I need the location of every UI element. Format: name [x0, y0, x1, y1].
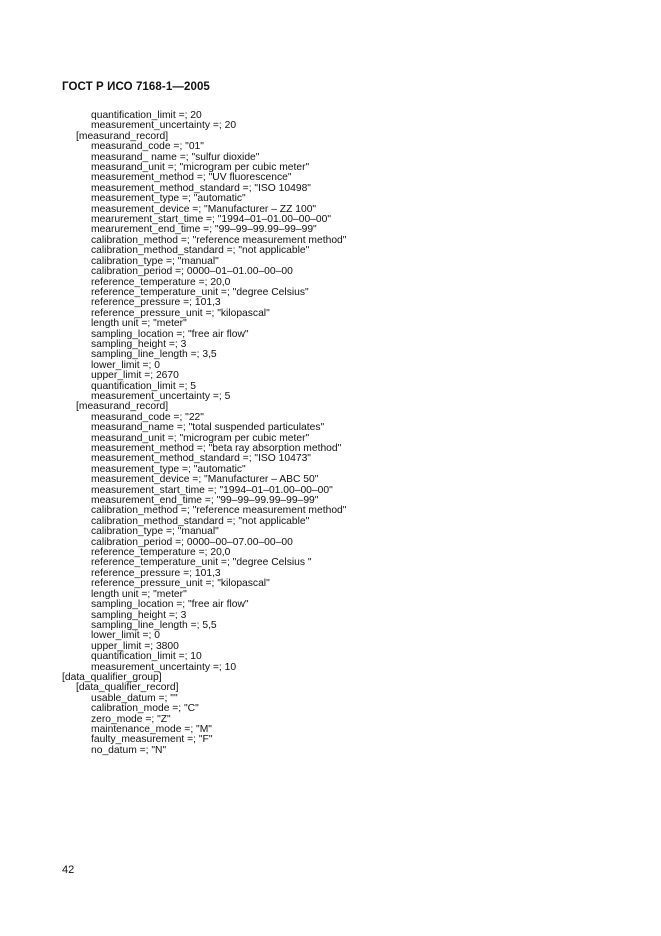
field-line: measurement_uncertainty =; 20 [91, 120, 237, 132]
field-line: reference_temperature =; 20,0 [91, 276, 231, 288]
field-line: reference_pressure_unit =; "kilopascal" [91, 578, 270, 590]
field-line: calibration_method =; "reference measurement method" [91, 505, 347, 517]
field-line: lower_limit =; 0 [91, 630, 160, 642]
field-line: measurand_code =; "01" [91, 141, 204, 153]
field-line: sampling_line_length =; 3,5 [91, 349, 217, 361]
field-line: measurement_method_standard =; "ISO 10473" [91, 453, 311, 465]
field-line: quantification_limit =; 20 [91, 110, 202, 121]
field-line: faulty_measurement =; "F" [91, 734, 213, 746]
field-line: length unit =; "meter" [91, 318, 187, 330]
field-line: measurement_type =; "automatic" [91, 463, 246, 475]
field-line: measurand_name =; "total suspended particulates" [91, 422, 325, 434]
field-line: calibration_method_standard =; "not applicable" [91, 245, 310, 257]
field-line: sampling_height =; 3 [91, 609, 187, 621]
page-number: 42 [62, 864, 75, 876]
field-line: measurement_uncertainty =; 5 [91, 390, 231, 402]
field-line: measurand_ name =; "sulfur dioxide" [91, 151, 260, 163]
field-line: reference_pressure =; 101,3 [91, 567, 221, 579]
field-line: measurement_method_standard =; "ISO 10498" [91, 182, 311, 194]
field-line: measurand_code =; "22" [91, 411, 204, 423]
field-line: calibration_period =; 0000–01–01.00–00–00 [91, 266, 293, 278]
field-line: calibration_mode =; "C" [91, 703, 199, 715]
section-header-line: [data_qualifier_group] [62, 671, 162, 683]
field-line: measurement_device =; "Manufacturer – ABC 50" [91, 474, 319, 486]
field-line: no_datum =; "N" [91, 744, 167, 756]
field-line: mearurement_end_time =; "99–99–99.99–99–99" [91, 224, 317, 236]
field-line: sampling_location =; "free air flow" [91, 328, 249, 340]
field-line: quantification_limit =; 5 [91, 380, 197, 392]
field-line: sampling_height =; 3 [91, 338, 187, 350]
field-line: lower_limit =; 0 [91, 359, 160, 371]
field-line: calibration_type =; "manual" [91, 255, 219, 267]
field-line: calibration_period =; 0000–00–07.00–00–00 [91, 536, 293, 548]
field-line: measurement_end_time =; "99–99–99.99–99–99" [91, 495, 319, 507]
field-line: mearurement_start_time =; "1994–01–01.00–00–00" [91, 214, 332, 226]
field-line: measurement_device =; "Manufacturer – ZZ 100" [91, 203, 317, 215]
field-line: length unit =; "meter" [91, 588, 187, 600]
field-line: reference_temperature_unit =; "degree Celsius" [91, 286, 309, 298]
field-line: reference_pressure_unit =; "kilopascal" [91, 307, 270, 319]
field-line: reference_temperature_unit =; "degree Celsius " [91, 557, 312, 569]
field-line: calibration_method =; "reference measurement method" [91, 234, 347, 246]
section-header-line: [measurand_record] [76, 401, 169, 413]
field-line: measurement_uncertainty =; 10 [91, 661, 237, 673]
standard-header: ГОСТ Р ИСО 7168-1—2005 [62, 81, 210, 93]
field-line: calibration_method_standard =; "not applicable" [91, 515, 310, 527]
field-line: upper_limit =; 3800 [91, 640, 179, 652]
field-line: reference_pressure =; 101,3 [91, 297, 221, 309]
section-header-line: [measurand_record] [76, 130, 169, 142]
field-line: sampling_line_length =; 5,5 [91, 619, 217, 631]
field-line: measurement_type =; "automatic" [91, 193, 246, 205]
field-line: measurement_start_time =; "1994–01–01.00–00–00" [91, 484, 333, 496]
field-line: calibration_type =; "manual" [91, 526, 219, 538]
field-line: sampling_location =; "free air flow" [91, 599, 249, 611]
field-line: measurand_unit =; "microgram per cubic meter" [91, 432, 310, 444]
field-line: measurement_method =; "beta ray absorption method" [91, 443, 342, 454]
field-line: zero_mode =; "Z" [91, 713, 171, 725]
field-line: upper_limit =; 2670 [91, 370, 179, 382]
field-line: measurand_unit =; "microgram per cubic meter" [91, 162, 310, 174]
field-line: reference_temperature =; 20,0 [91, 547, 231, 559]
field-line: measurement_method =; "UV fluorescence" [91, 172, 292, 184]
code-listing [62, 111, 622, 756]
field-line: usable_datum =; "" [91, 692, 178, 704]
field-line: maintenance_mode =; "M" [91, 723, 212, 735]
section-header-line: [data_qualifier_record] [76, 682, 179, 694]
field-line: quantification_limit =; 10 [91, 651, 202, 663]
